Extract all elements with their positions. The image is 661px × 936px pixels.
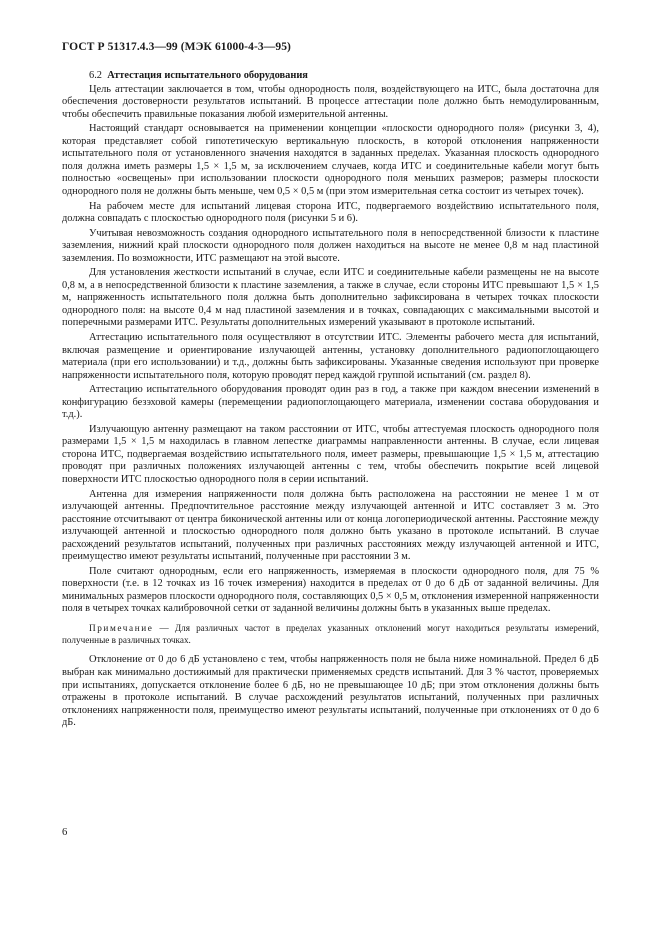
paragraph: Настоящий стандарт основывается на применении концепции «плоскости однородного поля» (рисунки 3, 4), которая представляет собой гипотетическую вертикальную плоскость, в которой отклонения напряженности испытательного поля от установленного значения находятся в заданных пределах. Указанная плоскость однородного поля должна иметь размеры 1,5 × 1,5 м, за исключением случаев, когда ИТС и соединительные кабели могут быть полностью «освещены» при использовании плоскости однородного поля меньших размеров; размеры плоскости однородного поля не должны быть меньше, чем 0,5 × 0,5 м (при этом измерительная сетка состоит из четырех точек). <box>62 123 599 197</box>
paragraph: Излучающую антенну размещают на таком расстоянии от ИТС, чтобы аттестуемая плоскость однородного поля размерами 1,5 × 1,5 м находилась в главном лепестке диаграммы направленности антенны. В случае, если лицевая сторона ИТС, подвергаемая воздействию испытательного поля, имеет размеры, превышающие 1,5 × 1,5 м, аттестацию проводят при различных положениях излучающей антенны с тем, чтобы обеспечить покрытие всей лицевой поверхности ИТС плоскостью однородного поля в серии испытаний. <box>62 423 599 485</box>
note <box>62 622 599 646</box>
note-text: — Для различных частот в пределах указанных отклонений могут находиться результаты измерений, полученные в различных точках. <box>62 623 599 646</box>
section-number: 6.2 <box>89 70 102 81</box>
page-body <box>62 70 599 732</box>
section-heading <box>62 70 599 83</box>
note-label: Примечание <box>89 623 154 634</box>
paragraph: Аттестацию испытательного оборудования проводят один раз в год, а также при каждом внесении изменений в конфигурацию безэховой камеры (перемещении радиопоглощающего материала, изменении состава оборудования и т.д.). <box>62 384 599 421</box>
paragraph: Поле считают однородным, если его напряженность, измеряемая в плоскости однородного поля, для 75 % поверхности (т.е. в 12 точках из 16 точек измерения) находится в пределах от 0 до 6 дБ от заданной величины. Для минимальных размеров плоскости однородного поля, составляющих 0,5 × 0,5 м, отклонения измеренной напряженности поля в четырех точках калибровочной сетки от заданной величины должны быть в указанных выше пределах. <box>62 565 599 615</box>
paragraph: Отклонение от 0 до 6 дБ установлено с тем, чтобы напряженность поля не была ниже номинальной. Предел 6 дБ выбран как минимально достижимый для практически применяемых средств испытаний. Для 3 % частот, проверяемых при испытаниях, допускается отклонение более 6 дБ, но не превышающее 10 дБ; при этом отклонения должны быть отражены в протоколе испытаний. В случае расхождений результатов испытаний, полученных при различных отклонениях напряженности поля, преимущество имеют результаты испытаний, полученные при отклонениях от 0 до 6 дБ. <box>62 654 599 729</box>
document-header: ГОСТ Р 51317.4.3—99 (МЭК 61000-4-3—95) <box>62 41 291 53</box>
paragraph: Антенна для измерения напряженности поля должна быть расположена на расстоянии не менее 1 м от излучающей антенны. Предпочтительное расстояние между излучающей антенной и ИТС составляет 3 м. Это расстояние отсчитывают от центра биконической антенны или от конца логопериодической антенны. Расстояние между излучающей антенной и плоскостью однородного поля должно быть указано в протоколе испытаний. В случае расхождений результатов испытаний, полученных при различных расстояниях между излучающей антенной и ИТС, преимущество имеют результаты испытаний, полученные при расстоянии 3 м. <box>62 488 599 563</box>
section-title: Аттестация испытательного оборудования <box>107 70 308 81</box>
paragraph: На рабочем месте для испытаний лицевая сторона ИТС, подвергаемого воздействию испытательного поля, должна совпадать с плоскостью однородного поля (рисунки 5 и 6). <box>62 200 599 225</box>
paragraph: Цель аттестации заключается в том, чтобы однородность поля, воздействующего на ИТС, была достаточна для обеспечения достоверности результатов испытаний. В процессе аттестации поле должно быть немодулированным, чтобы обеспечить правильные показания любой измерительной антенны. <box>62 83 599 120</box>
paragraph: Аттестацию испытательного поля осуществляют в отсутствии ИТС. Элементы рабочего места для испытаний, включая размещение и ориентирование излучающей антенны, установку дополнительного радиопоглощающего материала (при его использовании) и т.д., должны быть зафиксированы. Указанные сведения используют при проверке напряженности испытательного поля, которую проводят перед каждой группой испытаний (см. раздел 8). <box>62 331 599 381</box>
paragraph: Для установления жесткости испытаний в случае, если ИТС и соединительные кабели размещены не на высоте 0,8 м, а в непосредственной близости к пластине заземления, а также в случае, если стороны ИТС превышают 1,5 × 1,5 м, напряженность испытательного поля должна быть дополнительно зафиксирована в четырех точках плоскости однородного поля: на высоте 0,4 м над пластиной заземления и в точках, совпадающих с максимальными высотой и поперечными размерами ИТС. Результаты дополнительных измерений указывают в протоколе испытаний. <box>62 267 599 329</box>
paragraph: Учитывая невозможность создания однородного испытательного поля в непосредственной близости к пластине заземления, нижний край плоскости однородного поля должен находиться на высоте не менее 0,8 м над пластиной заземления. По возможности, ИТС размещают на этой высоте. <box>62 227 599 264</box>
page-number: 6 <box>62 827 68 838</box>
